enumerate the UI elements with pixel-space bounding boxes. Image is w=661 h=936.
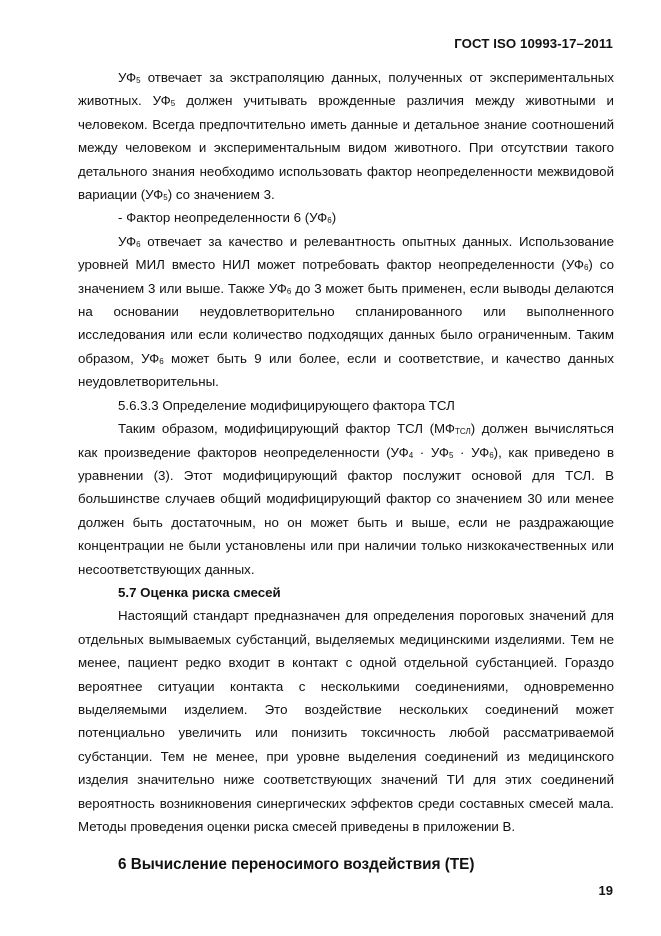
paragraph-uf6-description: $УФ_6$ отвечает за качество и релевантность опытных данных. Использование уровней МИЛ вместо НИЛ может потребовать фактор неопределенности $(УФ_6)$ со значением 3 или выше. Также $УФ_6$ до 3 может быть применен, если выводы делаются на основании неудовлетворительно спланированного или выполненного исследования или если количество подходящих данных было ограниченным. Таким образом, $УФ_6$ может быть 9 или более, если и соответствие, и качество данных неудовлетворительны. [78, 233, 615, 390]
section-5-6-3-3-title: 5.6.3.3 Определение модифицирующего фактора ТСЛ [118, 397, 455, 413]
page-number: 19 [598, 883, 613, 898]
body-text [78, 66, 614, 877]
section-6-heading: 6 Вычисление переносимого воздействия (ТЕ) [118, 856, 475, 874]
document-header: ГОСТ ISO 10993-17–2011 [454, 36, 613, 51]
paragraph-mixture-risk: Настоящий стандарт предназначен для определения пороговых значений для отдельных вымываемых субстанций, выделяемых медицинскими изделиями. Тем не менее, пациент редко входит в контакт с одной отдельной субстанцией. Гораздо вероятнее ситуации контакта с несколькими соединениями, одновременно выделяемыми изделием. Это воздействие нескольких соединений может потенциально увеличить или понизить токсичность любой рассматриваемой субстанции. Тем не менее, при уровне выделения соединений из медицинского изделия значительно ниже соответствующих значений ТИ для этих соединений вероятность возникновения синергических эффектов среди составных смесей мала. Методы проведения оценки риска смесей приведены в приложении В. [78, 608, 614, 834]
section-5-7-heading: 5.7 Оценка риска смесей [118, 584, 281, 600]
paragraph-uf6-heading: - Фактор неопределенности 6 $(УФ_6)$ [118, 210, 337, 226]
paragraph-uf5-description: $УФ_5$ отвечает за экстраполяцию данных, полученных от экспериментальных животных. $УФ_5$ должен учитывать врожденные различия между животными и человеком. Всегда предпочтительно иметь данные и детальное знание соотношений между человеком и экспериментальным видом животного. При отсутствии такого детального знания необходимо использовать фактор неопределенности межвидовой вариации $(УФ_5)$ со значением 3. [78, 70, 614, 203]
paragraph-modifying-factor: Таким образом, модифицирующий фактор ТСЛ $(МФ_{ТСЛ})$ должен вычисляться как произведение факторов неопределенности $(УФ_4 \cdot УФ_5 \cdot УФ_6)$, как приведено в уравнении (3). Этот модифицирующий фактор послужит основой для ТСЛ. В большинстве случаев общий модифицирующий фактор со значением 30 или менее должен быть достаточным, но он может быть и выше, если не раздражающие концентрации не были установлены или при наличии только низкокачественных или несоответствующих данных. [78, 421, 615, 577]
